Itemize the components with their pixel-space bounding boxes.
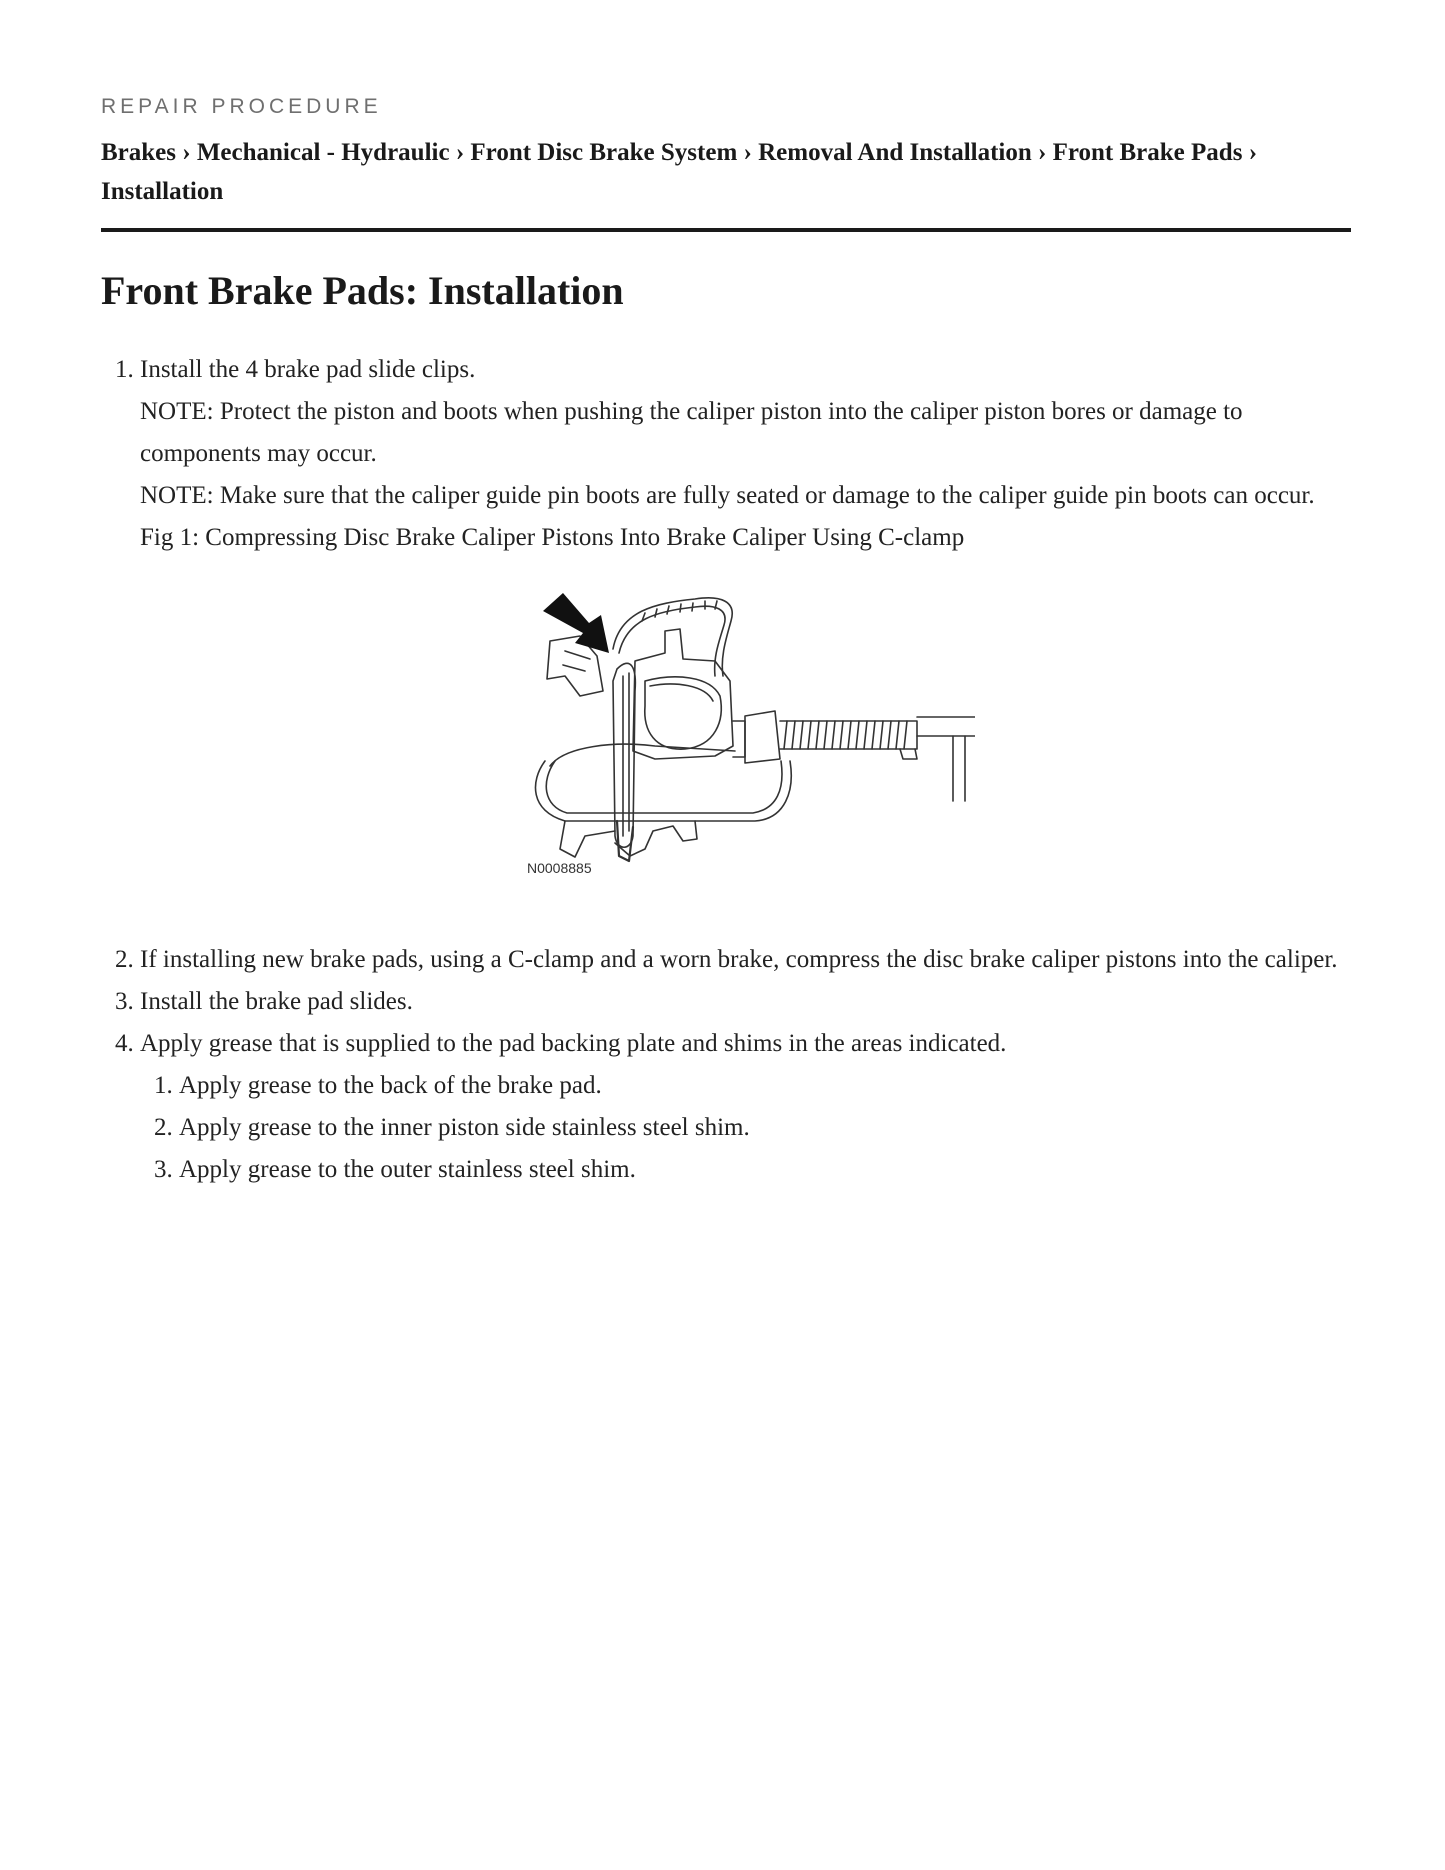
breadcrumb-item-front-brake-pads[interactable]: Front Brake Pads [1052,139,1243,166]
caliper-c-clamp-illustration [505,581,975,901]
breadcrumb-item-front-disc-brake-system[interactable]: Front Disc Brake System [470,139,738,166]
substep-item: 1. Apply grease to the back of the brake pad. [179,1065,1351,1107]
note-text: NOTE: Make sure that the caliper guide pin boots are fully seated or damage to the caliper guide pin boots can occur. [140,482,1315,509]
step-item [140,939,1351,981]
step-item [140,1023,1351,1191]
breadcrumb [101,133,1351,232]
breadcrumb-separator: › [1038,139,1047,166]
section-kicker: REPAIR PROCEDURE [101,95,382,118]
breadcrumb-item-mechanical-hydraulic[interactable]: Mechanical - Hydraulic [196,139,450,166]
figure-code: N0008885 [527,860,592,876]
note-text: NOTE: Protect the piston and boots when pushing the caliper piston into the caliper piston bores or damage to components may occur. [140,398,1243,467]
figure-container [140,581,1351,911]
step-text: If installing new brake pads, using a C-clamp and a worn brake, compress the disc brake caliper pistons into the caliper. [140,946,1338,973]
substep-item: 2. Apply grease to the inner piston side stainless steel shim. [179,1107,1351,1149]
breadcrumb-separator: › [743,139,752,166]
document-page [101,92,1351,1191]
step-text: Install the brake pad slides. [140,988,413,1015]
page-title: Front Brake Pads: Installation [101,268,624,313]
step-text: Apply grease that is supplied to the pad backing plate and shims in the areas indicated. [140,1030,1007,1057]
figure-caption: Fig 1: Compressing Disc Brake Caliper Pistons Into Brake Caliper Using C-clamp [140,524,965,551]
callout-arrow-icon [543,593,609,653]
substep-item: 3. Apply grease to the outer stainless steel shim. [179,1149,1351,1191]
breadcrumb-separator: › [455,139,465,166]
breadcrumb-separator: › [182,139,191,166]
breadcrumb-item-installation[interactable]: Installation [101,178,224,205]
substeps-list [140,1065,1351,1191]
breadcrumb-item-removal-and-installation[interactable]: Removal And Installation [758,139,1032,166]
procedure-steps [101,349,1351,1191]
breadcrumb-separator: › [1248,139,1258,166]
step-text: 1. Install the 4 brake pad slide clips. [140,356,476,383]
step-item [140,349,1351,911]
step-item [140,981,1351,1023]
breadcrumb-item-brakes[interactable]: Brakes [101,139,176,166]
